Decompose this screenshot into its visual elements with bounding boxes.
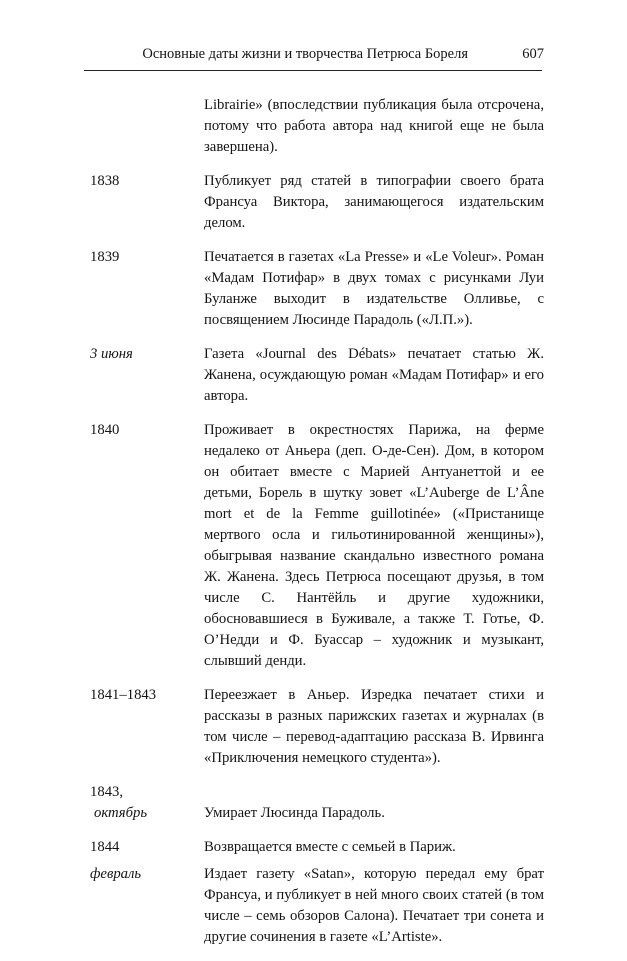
entry-date: 3 июня xyxy=(90,346,133,362)
entry-date: 1844 xyxy=(90,839,120,855)
chronology-entry xyxy=(84,344,544,407)
entry-text: Печатается в газетах «La Presse» и «Le Voleur». Роман «Мадам Потифар» в двух томах с рисунками Луи Буланже выходит в издательстве Олливье, с посвящением Люсинде Парадоль («Л.П.»). xyxy=(204,249,544,328)
entry-date: 1843, xyxy=(90,784,124,800)
entry-date: 1838 xyxy=(90,173,120,189)
entry-text: Издает газету «Satan», которую передал ему брат Франсуа, и публикует в ней много своих статей (в том числе – семь обзоров Салона). Печатает три сонета и другие сочинения в газете «L’Artiste». xyxy=(204,866,544,945)
entry-text: Возвращается вместе с семьей в Париж. xyxy=(204,839,456,855)
entry-date: 1839 xyxy=(90,249,120,265)
entry-date-month: октябрь xyxy=(94,805,148,821)
chronology-entry xyxy=(84,782,544,824)
running-title: Основные даты жизни и творчества Петрюса Бореля xyxy=(142,46,468,62)
chronology-entry xyxy=(84,171,544,234)
chronology-entry xyxy=(84,247,544,331)
entry-text: Проживает в окрестностях Парижа, на ферме недалеко от Аньера (деп. О-де-Сен). Дом, в котором он обитает вместе с Марией Антуанеттой и ее детьми, Борель в шутку зовет «L’Auberge de L’Âne mort et de la Femme guillotinée» («Пристанище мертвого осла и гильотинированной женщины»), обыгрывая название скандально известного романа Ж. Жанена. Здесь Петрюса посещают друзья, в том числе С. Нантёйль и другие художники, обосновавшиеся в Буживале, а также Т. Готье, Ф. О’Недди и Ф. Буассар – художник и музыкант, слывший денди. xyxy=(204,422,544,669)
entry-text: Переезжает в Аньер. Изредка печатает стихи и рассказы в разных парижских газетах и журналах (в том числе – перевод-адаптацию рассказа В. Ирвинга «Приключения немецкого студента»). xyxy=(204,687,544,766)
header-rule xyxy=(84,70,542,71)
page-number: 607 xyxy=(522,46,544,62)
chronology-entry xyxy=(84,837,544,858)
entry-date: февраль xyxy=(90,866,142,882)
chronology-entry xyxy=(84,864,544,948)
chronology-entry xyxy=(84,685,544,769)
running-header xyxy=(84,46,544,68)
entry-text: Умирает Люсинда Парадоль. xyxy=(204,805,385,821)
chronology-entry xyxy=(84,95,544,158)
entry-date: 1840 xyxy=(90,422,120,438)
entry-text: Газета «Journal des Débats» печатает статью Ж. Жанена, осуждающую роман «Мадам Потифар» и его автора. xyxy=(204,346,544,404)
chronology-table xyxy=(84,95,544,961)
entry-text: Публикует ряд статей в типографии своего брата Франсуа Виктора, занимающегося издательским делом. xyxy=(204,173,544,231)
entry-text: Librairie» (впоследствии публикация была отсрочена, потому что работа автора над книгой еще не была завершена). xyxy=(204,97,544,155)
entry-date: 1841–1843 xyxy=(90,687,157,703)
chronology-entry xyxy=(84,420,544,672)
